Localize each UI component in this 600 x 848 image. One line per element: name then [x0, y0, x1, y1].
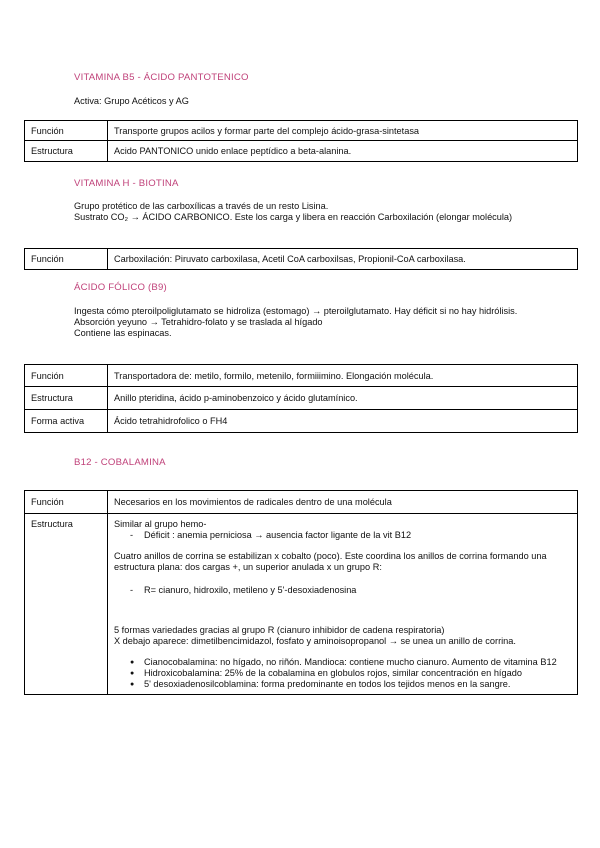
- b12-heading: B12 - COBALAMINA: [74, 457, 166, 468]
- table-row: [25, 514, 578, 695]
- b12-r-list: [114, 585, 571, 596]
- h-paragraph: [74, 201, 524, 223]
- b12-debajo: X debajo aparece: dimetilbencimidazol, fosfato y aminoisopropanol → se unea un anillo de corrina.: [114, 636, 516, 646]
- b12-formas: 5 formas variedades gracias al grupo R (cianuro inhibidor de cadena respiratoria): [114, 625, 445, 635]
- cell-value: Acido PANTONICO unido enlace peptídico a beta-alanina.: [108, 141, 578, 162]
- table-row: [25, 121, 578, 141]
- cell-key: Función: [25, 491, 108, 514]
- h-table: [24, 248, 578, 270]
- cell-value: Transportadora de: metilo, formilo, metenilo, formiiimino. Elongación molécula.: [108, 365, 578, 387]
- b9-table: [24, 364, 578, 433]
- cell-key: Función: [25, 121, 108, 141]
- table-row: [25, 387, 578, 410]
- cell-key: Función: [25, 249, 108, 270]
- h-line-2: Sustrato CO₂ → ÁCIDO CARBONICO. Este los carga y libera en reacción Carboxilación (elongar molécula): [74, 212, 513, 222]
- cell-key: Función: [25, 365, 108, 387]
- cell-value: Ácido tetrahidrofolico o FH4: [108, 410, 578, 433]
- b5-activa: Activa: Grupo Acéticos y AG: [74, 96, 189, 106]
- b12-deficit-list: [114, 530, 571, 541]
- b12-table: [24, 490, 578, 695]
- table-row: [25, 365, 578, 387]
- b9-line-1: Ingesta cómo pteroilpoliglutamato se hidroliza (estomago) → pteroilglutamato. Hay déficit si no hay hidrólisis.: [74, 306, 518, 316]
- cell-value: Carboxilación: Piruvato carboxilasa, Acetil CoA carboxilsas, Propionil-CoA carboxilasa.: [108, 249, 578, 270]
- list-item: - R= cianuro, hidroxilo, metileno y 5'-desoxiadenosina: [114, 585, 571, 596]
- list-item: ● Cianocobalamina: no hígado, no riñón. Mandioca: contiene mucho cianuro. Aumento de vitamina B12: [114, 657, 571, 668]
- b9-line-2: Absorción yeyuno → Tetrahidro-folato y se traslada al hígado: [74, 317, 323, 327]
- list-item: - Déficit : anemia perniciosa → ausencia factor ligante de la vit B12: [114, 530, 571, 541]
- table-row: [25, 249, 578, 270]
- cell-key: Estructura: [25, 141, 108, 162]
- cell-value: Anillo pteridina, ácido p-aminobenzoico y ácido glutamínico.: [108, 387, 578, 410]
- cell-value: [108, 514, 578, 695]
- b12-similar: Similar al grupo hemo-: [114, 519, 207, 529]
- h-line-1: Grupo protético de las carboxílicas a través de un resto Lisina.: [74, 201, 329, 211]
- table-row: [25, 491, 578, 514]
- table-row: [25, 410, 578, 433]
- b12-corrina: Cuatro anillos de corrina se estabilizan x cobalto (poco). Este coordina los anillos de corrina formando una estructura plana: dos cargas +, un superior anulada x un grupo R:: [114, 551, 547, 572]
- cell-value: Necesarios en los movimientos de radicales dentro de una molécula: [108, 491, 578, 514]
- list-item: ● 5' desoxiadenosilcoblamina: forma predominante en todos los tejidos menos en la sangre.: [114, 679, 571, 690]
- b5-heading: VITAMINA B5 - ÁCIDO PANTOTENICO: [74, 72, 249, 83]
- cell-value: Transporte grupos acilos y formar parte del complejo ácido-grasa-sintetasa: [108, 121, 578, 141]
- b5-table: [24, 120, 578, 162]
- cell-key: Estructura: [25, 514, 108, 695]
- list-item: ● Hidroxicobalamina: 25% de la cobalamina en globulos rojos, similar concentración en hígado: [114, 668, 571, 679]
- cell-key: Forma activa: [25, 410, 108, 433]
- b9-heading: ÁCIDO FÓLICO (B9): [74, 282, 167, 293]
- b9-line-3: Contiene las espinacas.: [74, 328, 172, 338]
- cell-key: Estructura: [25, 387, 108, 410]
- table-row: [25, 141, 578, 162]
- b12-bullets: [114, 657, 571, 690]
- b9-paragraph: [74, 306, 524, 339]
- h-heading: VITAMINA H - BIOTINA: [74, 178, 179, 189]
